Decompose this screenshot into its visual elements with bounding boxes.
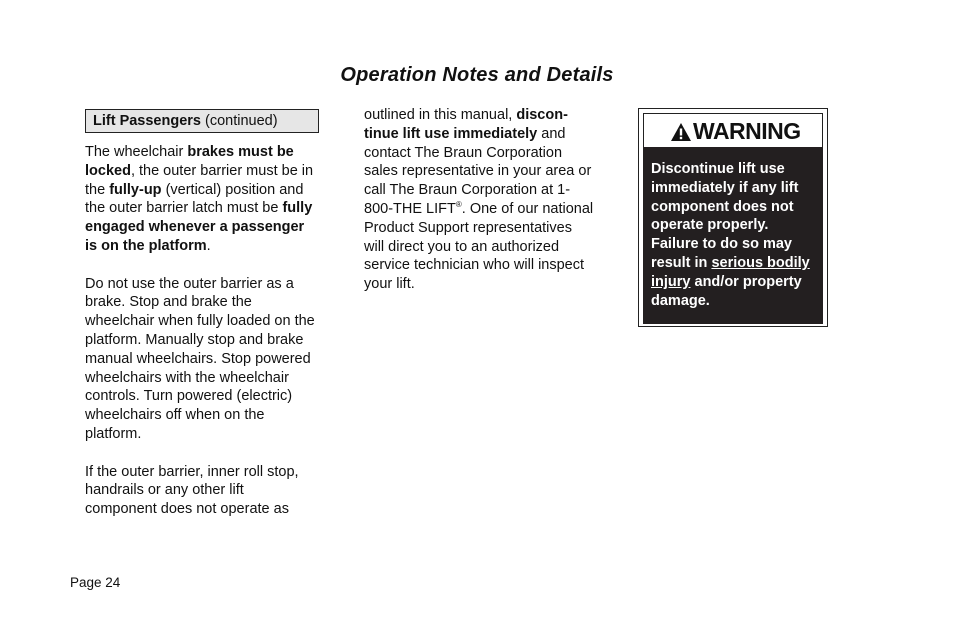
registered-mark: ® <box>455 200 462 210</box>
warning-triangle-icon <box>670 122 692 142</box>
text-run: . One of our national Product Support representatives will direct you to an authorized service technician who will inspect your lift. <box>364 200 594 293</box>
section-heading-box <box>85 109 319 133</box>
text-run: outlined in this manual, <box>364 107 517 123</box>
warning-text: Discontinue lift use immediately if any lift component does not operate properly. Failure to do so may result in <box>651 161 799 271</box>
text-run-bold: brakes must be locked <box>85 144 294 179</box>
warning-heading: WARNING <box>693 118 801 144</box>
text-run: The wheelchair <box>85 144 188 160</box>
text-column-1 <box>85 143 315 538</box>
paragraph-discontinue <box>364 106 596 294</box>
warning-text: and/or property damage. <box>651 273 802 309</box>
section-heading-rest: (continued) <box>201 113 278 129</box>
text-column-2 <box>364 106 596 313</box>
text-run-bold: fully engaged whenever a passenger is on the platform <box>85 200 313 254</box>
paragraph-outer-barrier: Do not use the outer barrier as a brake. Stop and brake the wheelchair when fully loaded on the platform. Manually stop and brake manual wheelchairs. Stop powered wheelchairs with the wheelchair controls. Turn powered (electric) wheelchairs off when on the platform. <box>85 275 315 442</box>
warning-text-underlined: serious bodily injury <box>651 254 810 290</box>
page-title: Operation Notes and Details <box>340 64 614 86</box>
warning-box <box>638 108 828 327</box>
text-run: (vertical) position and the outer barrier latch must be <box>85 181 304 217</box>
paragraph-component-fail: If the outer barrier, inner roll stop, handrails or any other lift component does not operate as <box>85 463 299 518</box>
warning-message <box>643 147 823 324</box>
paragraph-brakes <box>85 143 315 256</box>
text-run: and contact The Braun Corporation sales representative in your area or call The Braun Corporation at 1-800-THE LIFT <box>364 125 592 217</box>
text-run: , the outer barrier must be in the <box>85 162 314 198</box>
section-heading-bold: Lift Passengers <box>93 113 201 129</box>
text-run-bold: fully-up <box>109 181 162 198</box>
text-run: . <box>206 237 211 254</box>
page-number: Page 24 <box>70 575 121 590</box>
text-run-bold: discontinue lift use immediately <box>364 107 568 142</box>
warning-header <box>643 113 823 150</box>
